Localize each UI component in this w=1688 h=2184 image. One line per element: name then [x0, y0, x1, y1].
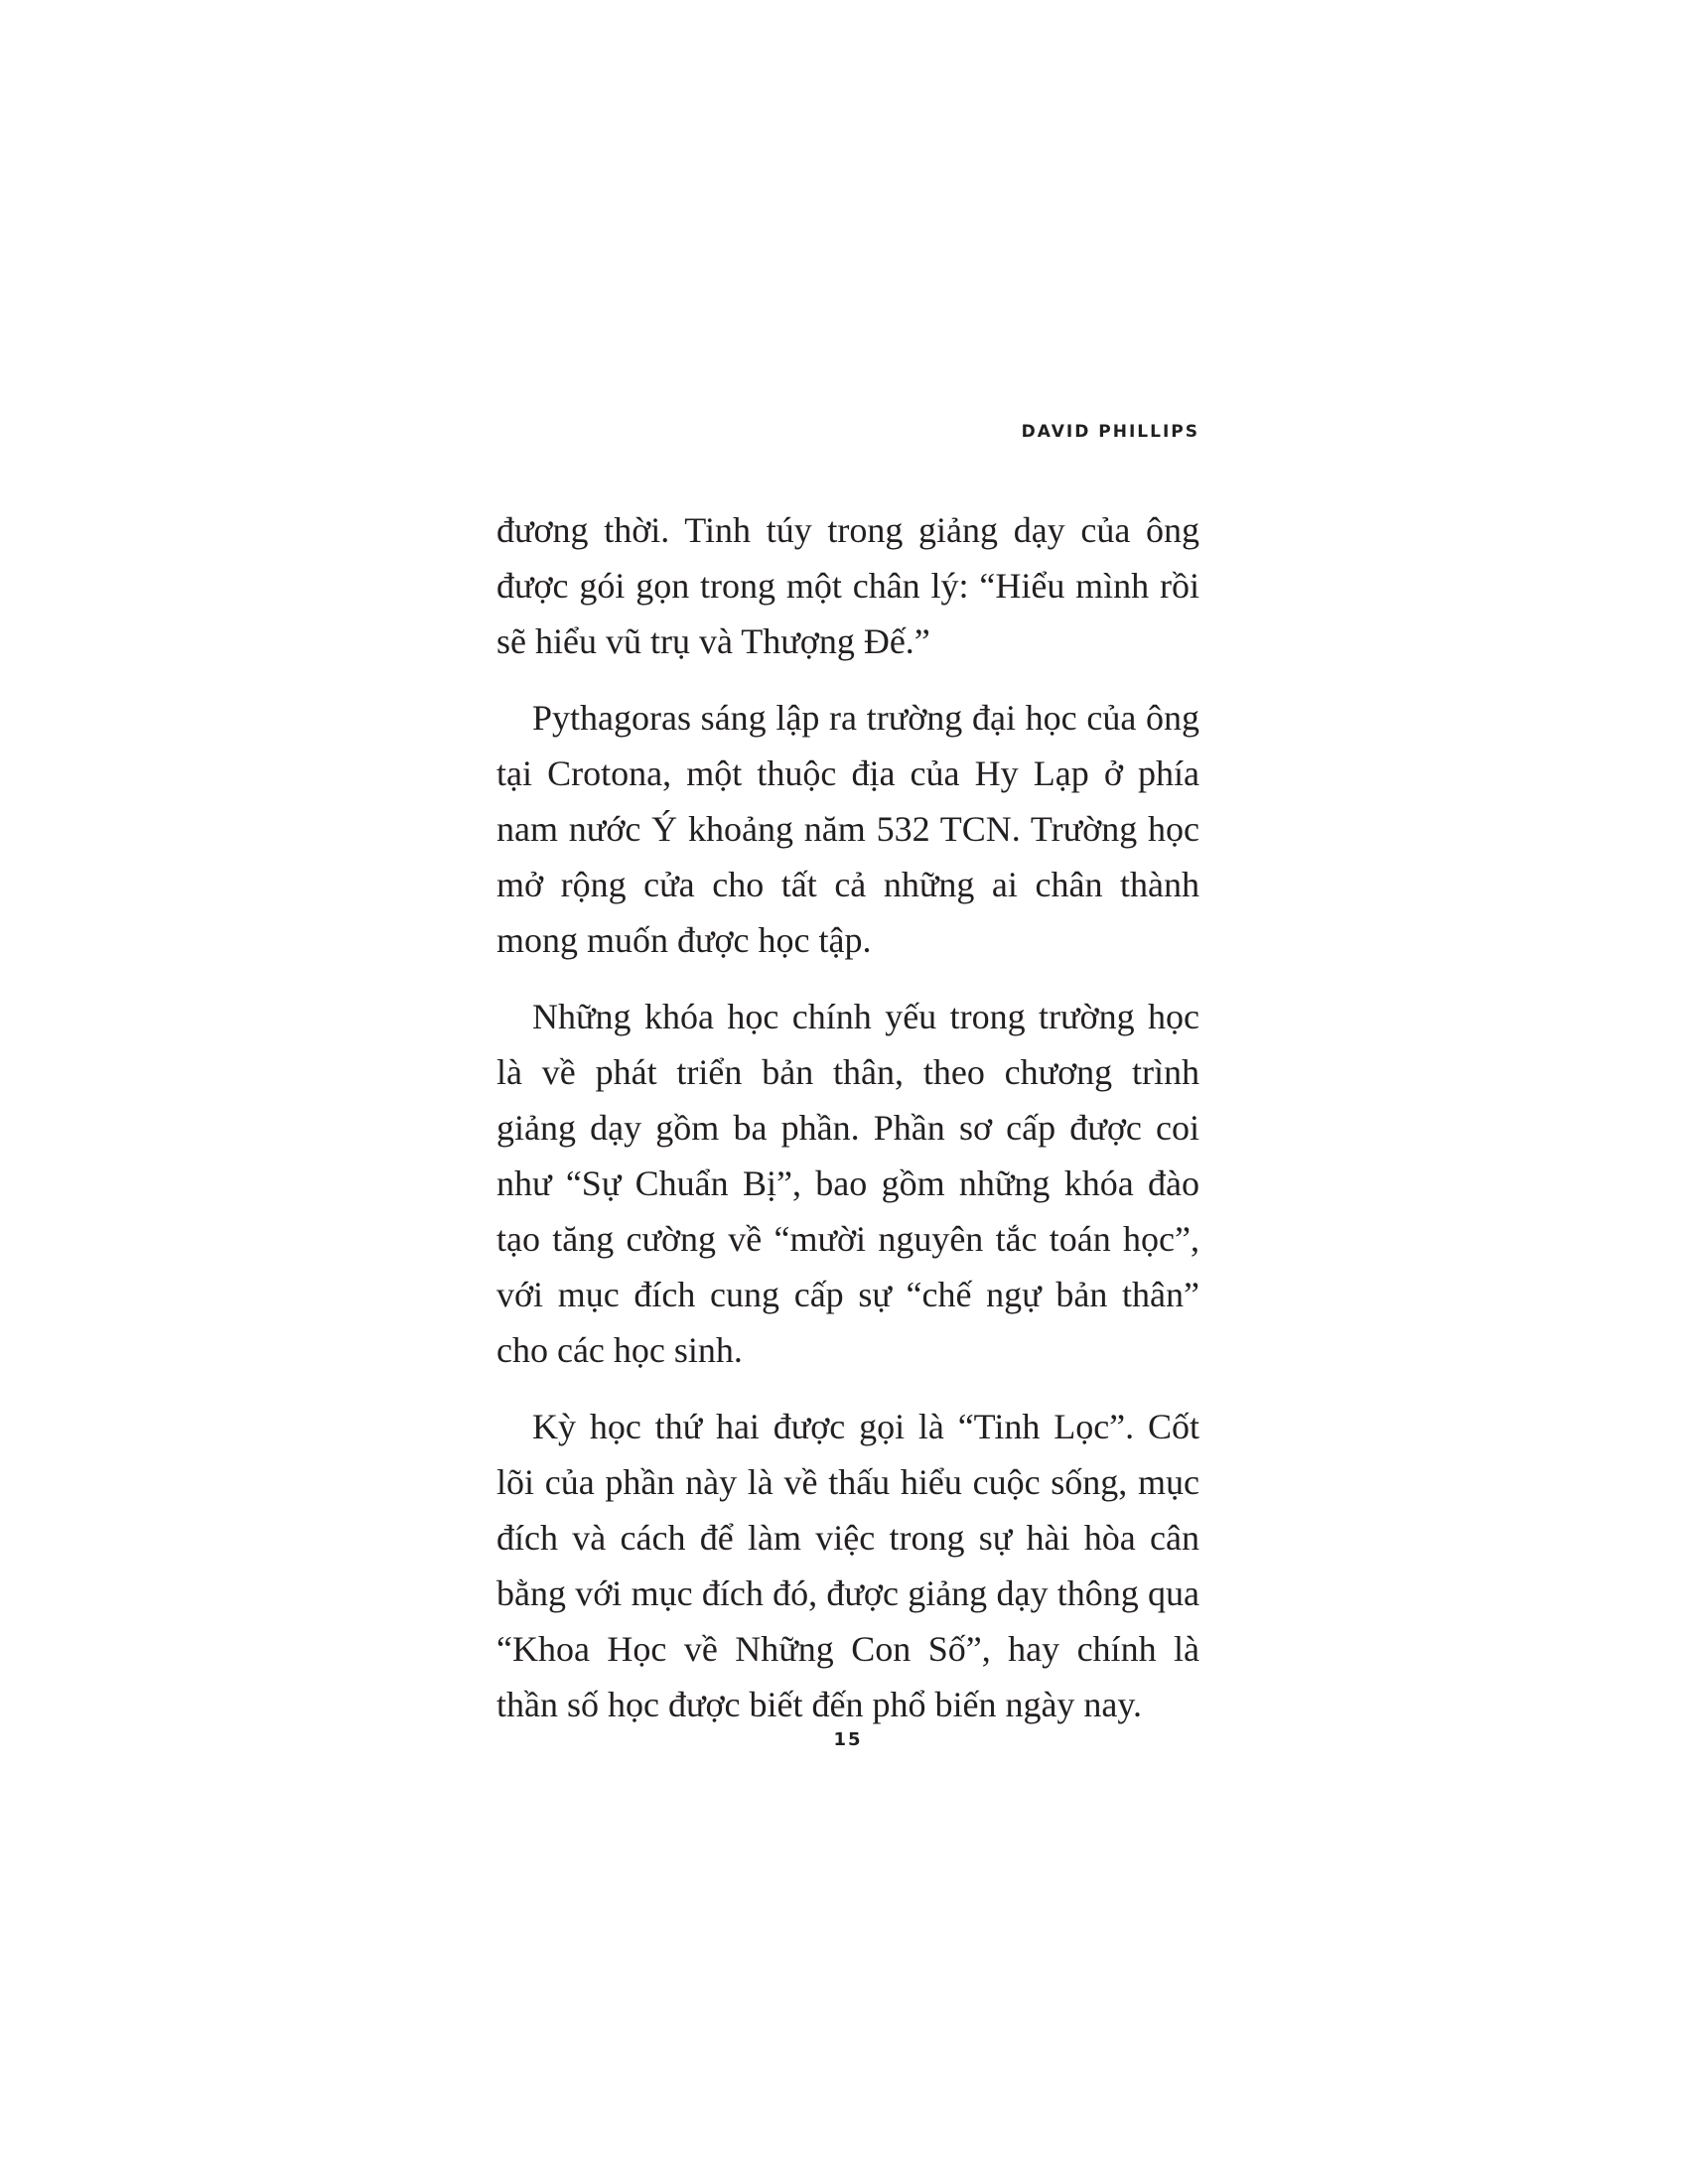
- page-number: 15: [833, 1729, 863, 1750]
- paragraph: Pythagoras sáng lập ra trường đại học của ông tại Crotona, một thuộc địa của Hy Lạp ở phía nam nước Ý khoảng năm 532 TCN. Trường học mở rộng cửa cho tất cả những ai chân thành mong muốn được học tập.: [496, 698, 1199, 960]
- paragraph: đương thời. Tinh túy trong giảng dạy của ông được gói gọn trong một chân lý: “Hiểu mình rồi sẽ hiểu vũ trụ và Thượng Đế.”: [496, 510, 1199, 661]
- running-head-author: DAVID PHILLIPS: [1021, 422, 1199, 442]
- paragraph: Những khóa học chính yếu trong trường học là về phát triển bản thân, theo chương trình giảng dạy gồm ba phần. Phần sơ cấp được coi như “Sự Chuẩn Bị”, bao gồm những khóa đào tạo tăng cường về “mười nguyên tắc toán học”, với mục đích cung cấp sự “chế ngự bản thân” cho các học sinh.: [496, 997, 1199, 1370]
- body-text: [496, 502, 1199, 1753]
- paragraph: Kỳ học thứ hai được gọi là “Tinh Lọc”. Cốt lõi của phần này là về thấu hiểu cuộc sống, mục đích và cách để làm việc trong sự hài hòa cân bằng với mục đích đó, được giảng dạy thông qua “Khoa Học về Những Con Số”, hay chính là thần số học được biết đến phổ biến ngày nay.: [496, 1407, 1199, 1724]
